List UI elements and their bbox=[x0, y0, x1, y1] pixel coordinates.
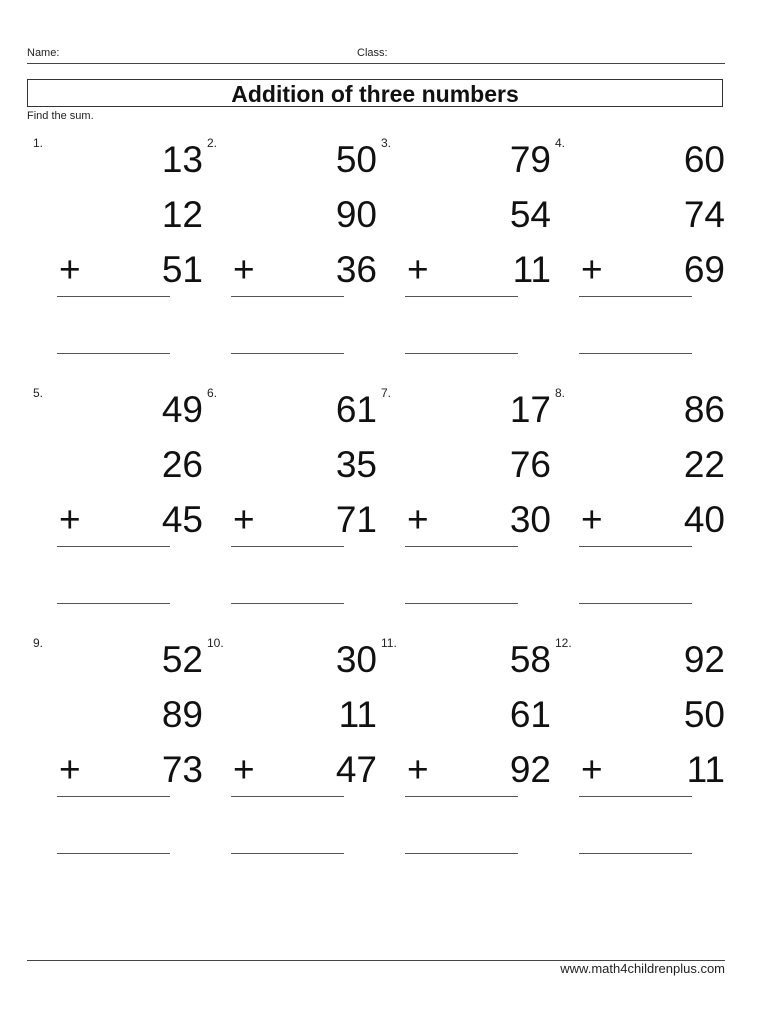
addend-1: 58 bbox=[509, 639, 551, 680]
problem-11 bbox=[381, 636, 551, 876]
plus-sign: + bbox=[581, 749, 603, 790]
addend-1: 61 bbox=[335, 389, 377, 430]
plus-sign: + bbox=[59, 499, 81, 540]
problem-number: 9. bbox=[33, 636, 44, 650]
addend-1: 49 bbox=[161, 389, 203, 430]
problem-number: 10. bbox=[207, 636, 224, 650]
problem-number: 7. bbox=[381, 386, 392, 400]
addend-2: 61 bbox=[509, 694, 551, 735]
footer-url: www.math4childrenplus.com bbox=[560, 961, 725, 976]
answer-line[interactable] bbox=[231, 603, 344, 604]
addend-1: 79 bbox=[509, 139, 551, 180]
answer-line[interactable] bbox=[405, 353, 518, 354]
problem-6 bbox=[207, 386, 377, 626]
problem-5 bbox=[33, 386, 203, 626]
plus-sign: + bbox=[233, 749, 255, 790]
addend-2: 54 bbox=[509, 194, 551, 235]
sum-rule bbox=[579, 796, 692, 797]
addend-1: 30 bbox=[335, 639, 377, 680]
addend-2: 22 bbox=[683, 444, 725, 485]
sum-rule bbox=[405, 546, 518, 547]
addend-3: 30 bbox=[509, 499, 551, 540]
answer-line[interactable] bbox=[57, 353, 170, 354]
addend-2: 76 bbox=[509, 444, 551, 485]
plus-sign: + bbox=[581, 249, 603, 290]
sum-rule bbox=[231, 796, 344, 797]
sum-rule bbox=[579, 296, 692, 297]
answer-line[interactable] bbox=[231, 353, 344, 354]
addend-2: 11 bbox=[338, 694, 377, 735]
problem-4 bbox=[555, 136, 725, 376]
problem-9 bbox=[33, 636, 203, 876]
answer-line[interactable] bbox=[57, 603, 170, 604]
plus-sign: + bbox=[581, 499, 603, 540]
addend-2: 12 bbox=[161, 194, 203, 235]
addend-2: 74 bbox=[683, 194, 725, 235]
answer-line[interactable] bbox=[579, 603, 692, 604]
addend-3: 51 bbox=[161, 249, 203, 290]
sum-rule bbox=[579, 546, 692, 547]
problem-number: 6. bbox=[207, 386, 218, 400]
sum-rule bbox=[57, 546, 170, 547]
answer-line[interactable] bbox=[405, 603, 518, 604]
addend-3: 11 bbox=[512, 249, 551, 290]
problem-number: 1. bbox=[33, 136, 44, 150]
sum-rule bbox=[231, 296, 344, 297]
problem-number: 11. bbox=[381, 636, 397, 650]
sum-rule bbox=[231, 546, 344, 547]
addend-1: 92 bbox=[683, 639, 725, 680]
problem-7 bbox=[381, 386, 551, 626]
problem-number: 3. bbox=[381, 136, 392, 150]
problem-2 bbox=[207, 136, 377, 376]
addend-2: 89 bbox=[161, 694, 203, 735]
addend-3: 11 bbox=[686, 749, 725, 790]
sum-rule bbox=[57, 796, 170, 797]
addend-3: 47 bbox=[335, 749, 377, 790]
sum-rule bbox=[405, 796, 518, 797]
addend-3: 73 bbox=[161, 749, 203, 790]
problem-12 bbox=[555, 636, 725, 876]
plus-sign: + bbox=[59, 249, 81, 290]
sum-rule bbox=[57, 296, 170, 297]
answer-line[interactable] bbox=[579, 353, 692, 354]
class-label: Class: bbox=[357, 47, 388, 59]
addend-1: 17 bbox=[509, 389, 551, 430]
problem-10 bbox=[207, 636, 377, 876]
sum-rule bbox=[405, 296, 518, 297]
answer-line[interactable] bbox=[231, 853, 344, 854]
addend-1: 13 bbox=[161, 139, 203, 180]
addend-3: 92 bbox=[509, 749, 551, 790]
problem-number: 12. bbox=[555, 636, 572, 650]
problem-number: 5. bbox=[33, 386, 44, 400]
addend-2: 35 bbox=[335, 444, 377, 485]
plus-sign: + bbox=[233, 249, 255, 290]
addend-1: 60 bbox=[683, 139, 725, 180]
plus-sign: + bbox=[407, 749, 429, 790]
addend-1: 52 bbox=[161, 639, 203, 680]
addend-3: 45 bbox=[161, 499, 203, 540]
addend-3: 69 bbox=[683, 249, 725, 290]
addend-1: 86 bbox=[683, 389, 725, 430]
addend-2: 26 bbox=[161, 444, 203, 485]
plus-sign: + bbox=[59, 749, 81, 790]
answer-line[interactable] bbox=[579, 853, 692, 854]
instructions: Find the sum. bbox=[27, 110, 94, 122]
problem-number: 4. bbox=[555, 136, 566, 150]
plus-sign: + bbox=[233, 499, 255, 540]
worksheet-title: Addition of three numbers bbox=[27, 79, 723, 107]
addend-3: 36 bbox=[335, 249, 377, 290]
plus-sign: + bbox=[407, 499, 429, 540]
addend-2: 50 bbox=[683, 694, 725, 735]
problem-8 bbox=[555, 386, 725, 626]
problem-3 bbox=[381, 136, 551, 376]
plus-sign: + bbox=[407, 249, 429, 290]
addend-3: 71 bbox=[335, 499, 377, 540]
problem-number: 8. bbox=[555, 386, 566, 400]
name-label: Name: bbox=[27, 47, 60, 59]
addend-2: 90 bbox=[335, 194, 377, 235]
answer-line[interactable] bbox=[57, 853, 170, 854]
problem-number: 2. bbox=[207, 136, 218, 150]
problem-1 bbox=[33, 136, 203, 376]
addend-1: 50 bbox=[335, 139, 377, 180]
addend-3: 40 bbox=[683, 499, 725, 540]
answer-line[interactable] bbox=[405, 853, 518, 854]
